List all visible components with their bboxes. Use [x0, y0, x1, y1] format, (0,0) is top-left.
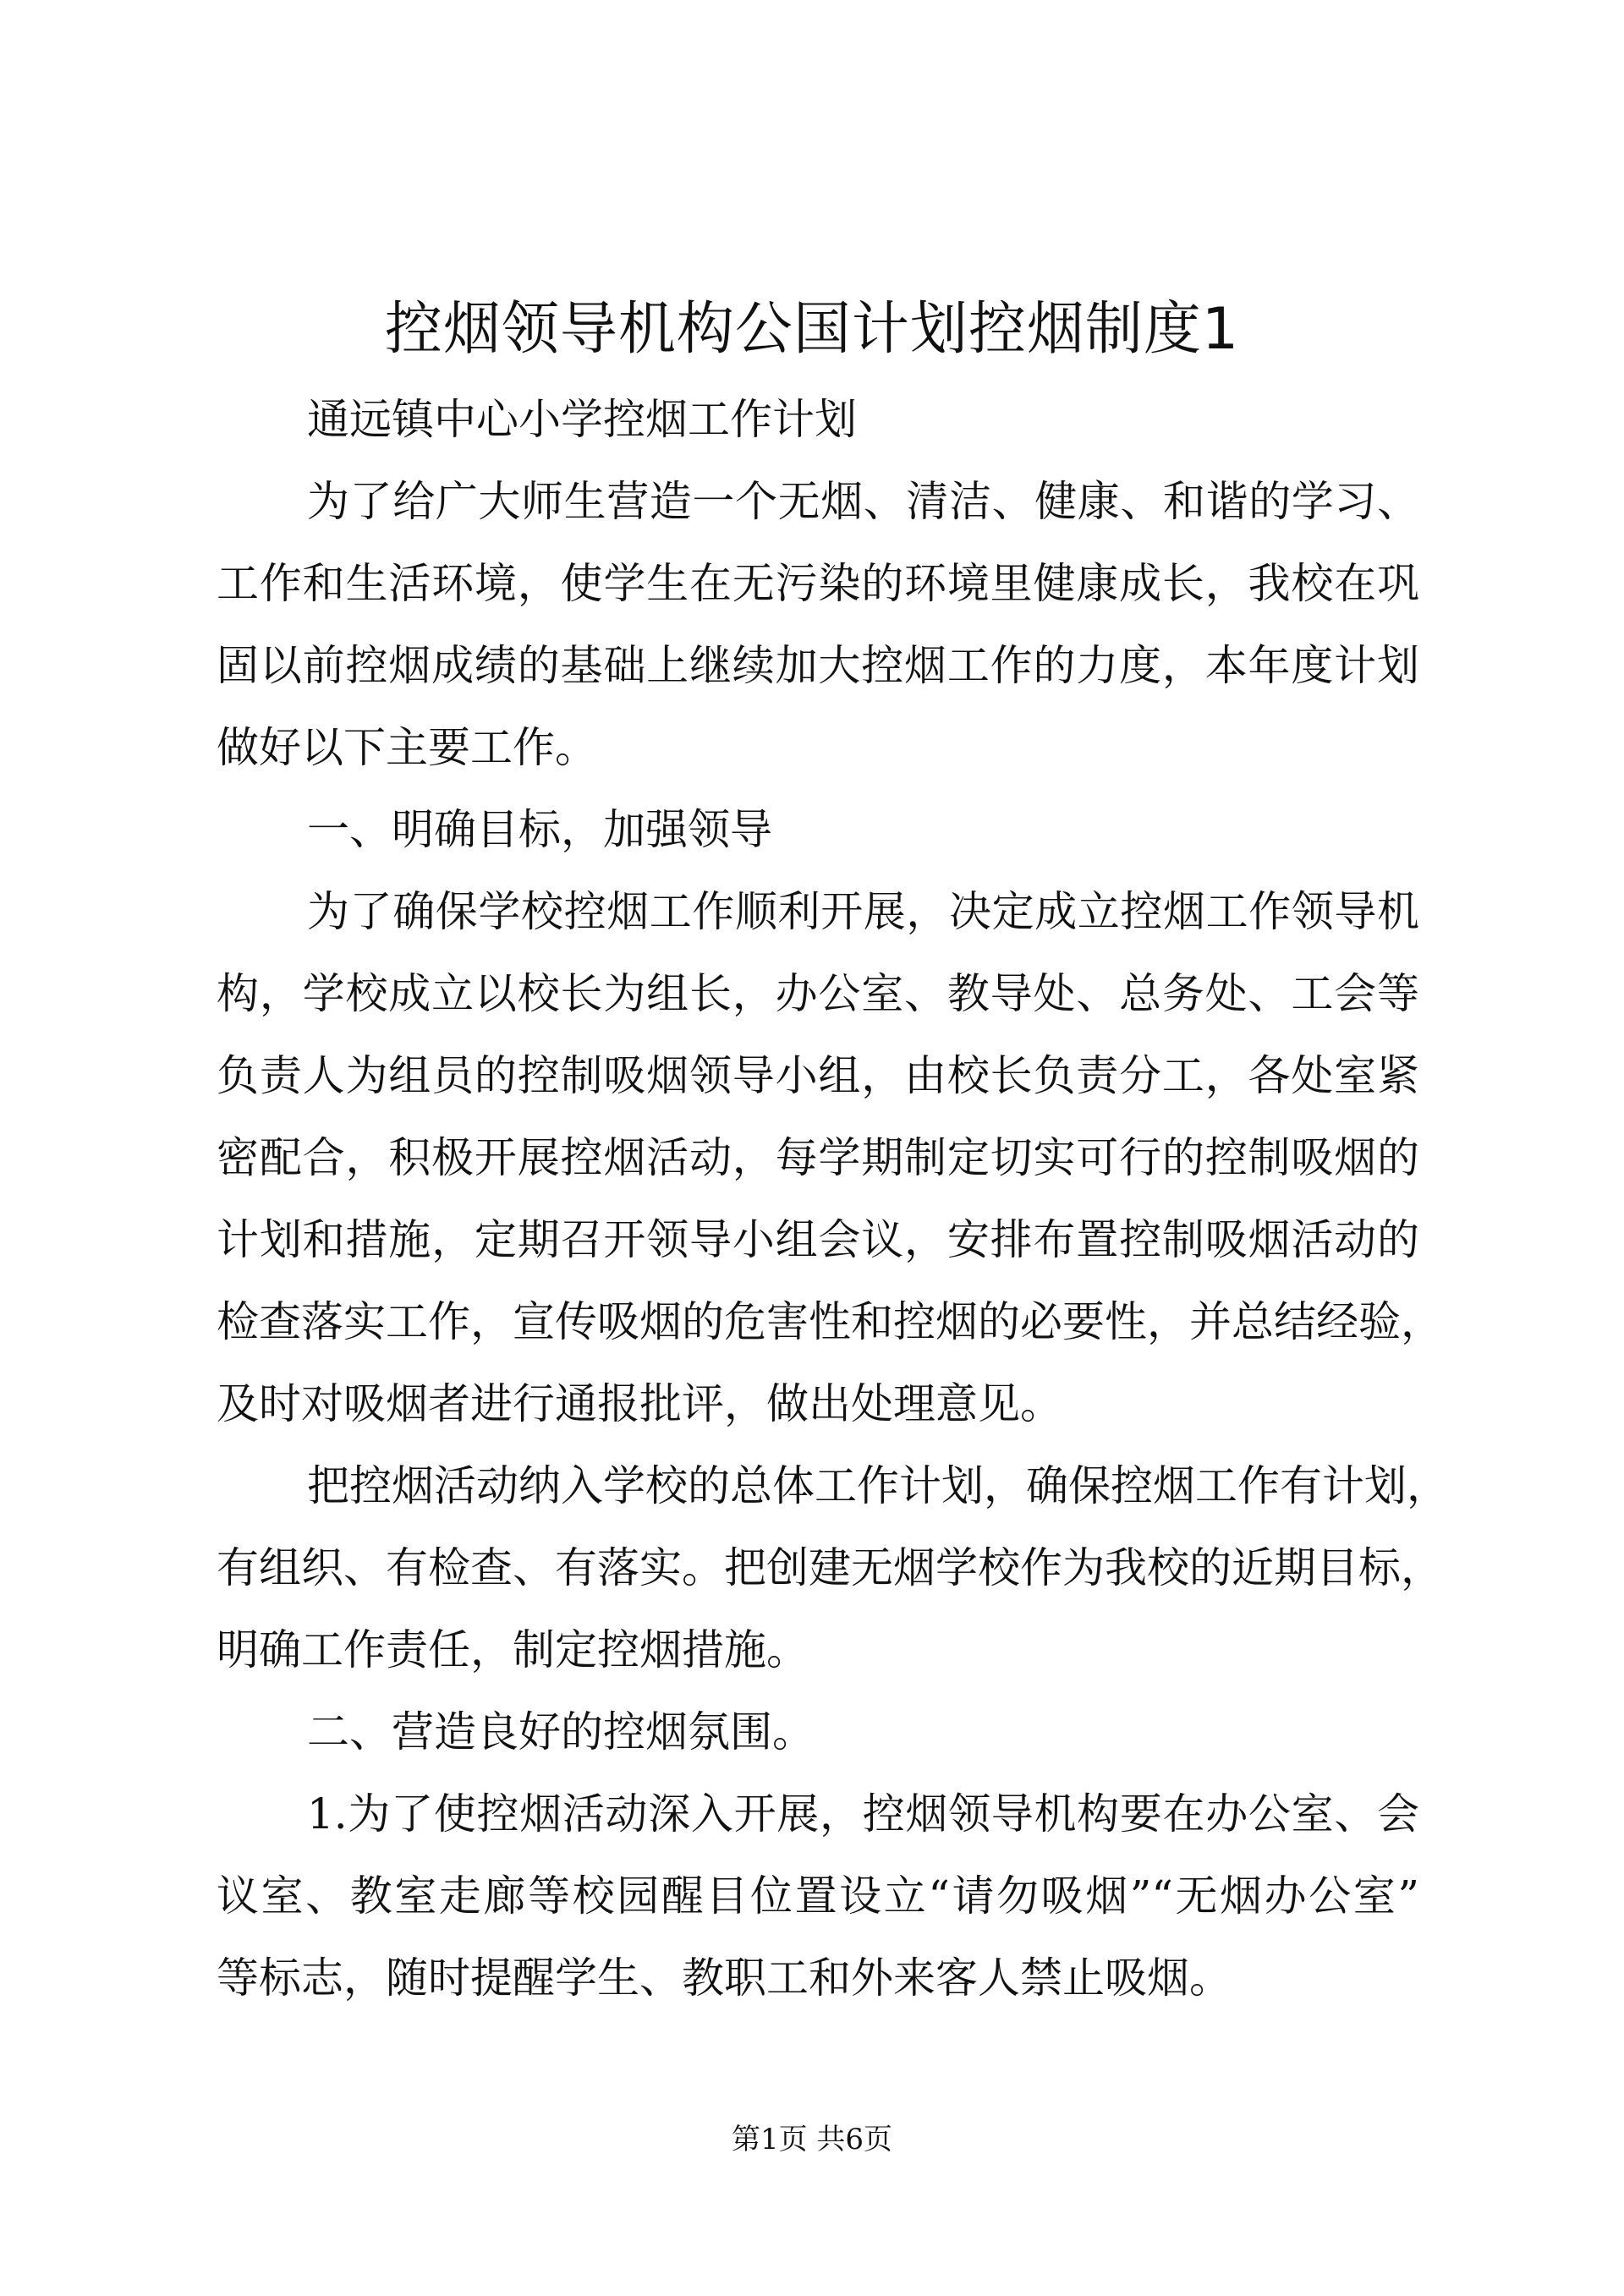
page-footer: 第1页 共6页: [731, 2123, 893, 2156]
paragraph: [217, 789, 1419, 871]
paragraph-line: 计划和措施，定期召开领导小组会议，安排布置控制吸烟活动的: [217, 1215, 1419, 1264]
paragraph-line: 为了给广大师生营造一个无烟、清洁、健康、和谐的学习、: [307, 477, 1419, 526]
paragraph: [217, 871, 1443, 1445]
document-title: 控烟领导机构公国计划控烟制度1: [384, 296, 1240, 363]
paragraph: [217, 1691, 1419, 1773]
paragraph: [217, 1773, 1419, 2019]
paragraph-line: 把控烟活动纳入学校的总体工作计划，确保控烟工作有计划，: [307, 1461, 1449, 1510]
paragraph-line: 及时对吸烟者进行通报批评，做出处理意见。: [217, 1379, 1062, 1428]
paragraph-line: 有组织、有检查、有落实。把创建无烟学校作为我校的近期目标，: [217, 1543, 1443, 1592]
paragraph-line: 二、营造良好的控烟氛围。: [307, 1707, 815, 1756]
paragraph-line: 构，学校成立以校长为组长，办公室、教导处、总务处、工会等: [217, 969, 1419, 1018]
paragraph-line: 等标志，随时提醒学生、教职工和外来客人禁止吸烟。: [217, 1954, 1232, 2003]
paragraph-line: 为了确保学校控烟工作顺利开展，决定成立控烟工作领导机: [307, 887, 1419, 936]
paragraph: [217, 461, 1419, 789]
paragraph-line: 明确工作责任，制定控烟措施。: [217, 1625, 809, 1674]
paragraph: [217, 379, 1419, 461]
paragraph-line: 固以前控烟成绩的基础上继续加大控烟工作的力度，本年度计划: [217, 641, 1419, 690]
paragraph-line: 通远镇中心小学控烟工作计划: [307, 395, 857, 444]
paragraph-line: 负责人为组员的控制吸烟领导小组，由校长负责分工，各处室紧: [217, 1051, 1419, 1100]
paragraph-line: 密配合，积极开展控烟活动，每学期制定切实可行的控制吸烟的: [217, 1133, 1419, 1182]
paragraph-line: 做好以下主要工作。: [217, 723, 597, 772]
paragraph-line: 1.为了使控烟活动深入开展，控烟领导机构要在办公室、会: [307, 1789, 1419, 1838]
document-body: [217, 379, 1449, 2019]
paragraph-line: 议室、教室走廊等校园醒目位置设立“请勿吸烟”“无烟办公室”: [217, 1871, 1419, 1921]
paragraph-line: 工作和生活环境，使学生在无污染的环境里健康成长，我校在巩: [217, 559, 1419, 608]
paragraph-line: 一、明确目标，加强领导: [307, 805, 772, 854]
paragraph-line: 检查落实工作，宣传吸烟的危害性和控烟的必要性，并总结经验，: [217, 1297, 1443, 1346]
paragraph: [217, 1445, 1449, 1691]
